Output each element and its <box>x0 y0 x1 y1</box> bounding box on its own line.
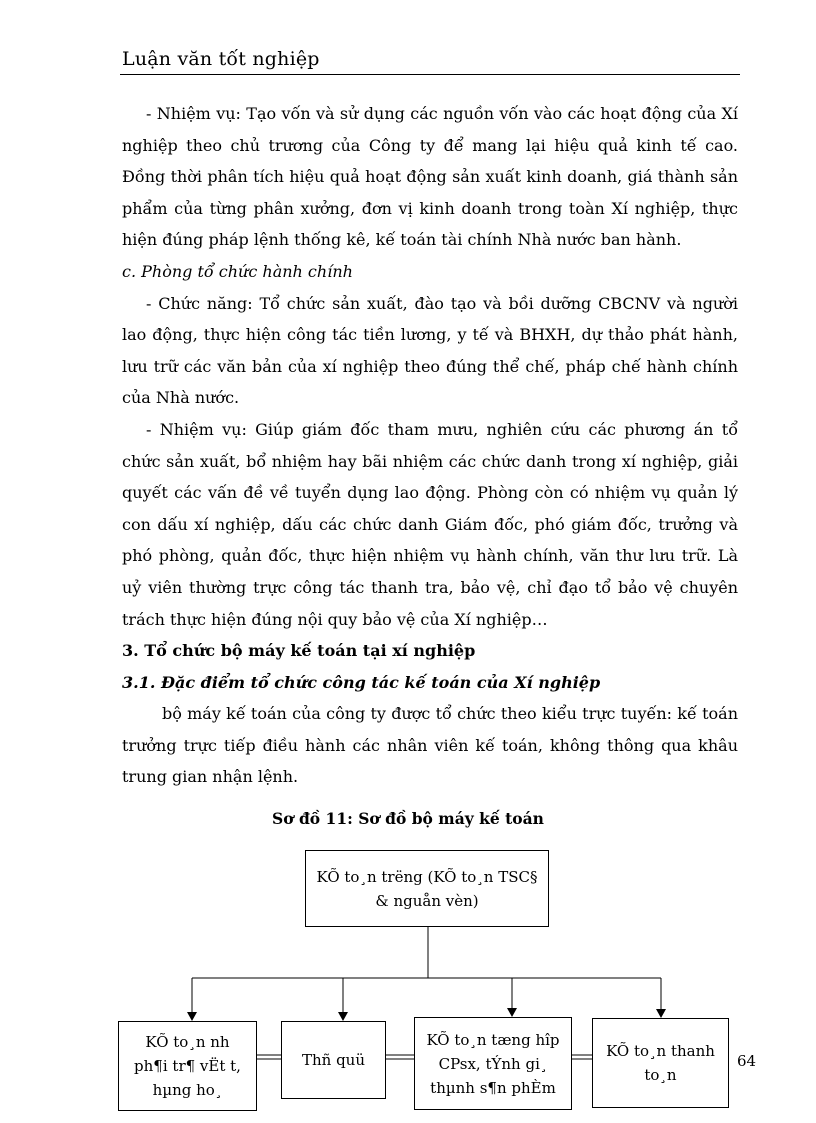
treasurer-box <box>281 1021 386 1099</box>
chief-accountant-box <box>305 850 549 927</box>
paragraph-finance-duties: - Nhiệm vụ: Tạo vốn và sử dụng các nguồn vốn vào các hoạt động của Xí nghiệp theo chủ trương của Công ty để mang lại hiệu quả kinh tế cao. Đồng thời phân tích hiệu quả hoạt động sản xuất kinh doanh, giá thành sản phẩm của từng phân xưởng, đơn vị kinh doanh trong toàn Xí nghiệp, thực hiện đúng pháp lệnh thống kê, kế toán tài chính Nhà nước ban hành. <box>122 104 738 250</box>
cost-accountant-box <box>414 1017 572 1110</box>
page-header: Luận văn tốt nghiệp <box>122 48 320 70</box>
page-number: 64 <box>737 1052 757 1070</box>
treasurer-label: Thñ quü <box>301 1051 366 1069</box>
subsection-heading-accounting: 3.1. Đặc điểm tổ chức công tác kế toán của Xí nghiệp <box>122 672 601 692</box>
chief-accountant-label: KÕ to¸n trëng (KÕ to¸n TSC§ & nguån vèn) <box>316 867 538 910</box>
header-divider <box>120 74 740 75</box>
diagram-caption: Sơ đồ 11: Sơ đồ bộ máy kế toán <box>272 809 544 828</box>
document-body <box>122 98 738 793</box>
cost-accountant-label: KÕ to¸n tæng hîp CPsx, tÝnh gi¸ thµnh s¶n phÈm <box>426 1030 560 1097</box>
paragraph-admin-function: - Chức năng: Tổ chức sản xuất, đào tạo và bồi dưỡng CBCNV và người lao động, thực hiện công tác tiền lương, y tế và BHXH, dự thảo phát hành, lưu trữ các văn bản của xí nghiệp theo đúng thể chế, pháp chế hành chính của Nhà nước. <box>122 293 738 408</box>
paragraph-admin-duties: - Nhiệm vụ: Giúp giám đốc tham mưu, nghiên cứu các phương án tổ chức sản xuất, bổ nhiệm hay bãi nhiệm các chức danh trong xí nghiệp, giải quyết các vấn đề về tuyển dụng lao động. Phòng còn có nhiệm vụ quản lý con dấu xí nghiệp, dấu các chức danh Giám đốc, phó giám đốc, trưởng và phó phòng, quản đốc, thực hiện nhiệm vụ hành chính, văn thư lưu trữ. Là uỷ viên thường trực công tác thanh tra, bảo vệ, chỉ đạo tổ bảo vệ chuyên trách thực hiện đúng nội quy bảo vệ của Xí nghiệp… <box>122 419 738 629</box>
section-heading-admin: c. Phòng tổ chức hành chính <box>122 261 353 281</box>
section-heading-accounting: 3. Tổ chức bộ máy kế toán tại xí nghiệp <box>122 641 476 661</box>
paragraph-accounting-structure: bộ máy kế toán của công ty được tổ chức theo kiểu trực tuyến: kế toán trưởng trực tiếp điều hành các nhân viên kế toán, không thông qua khâu trung gian nhận lệnh. <box>122 704 738 787</box>
payment-accountant-box <box>592 1018 729 1108</box>
payables-accountant-box <box>118 1021 257 1111</box>
payables-accountant-label: KÕ to¸n nh ph¶i tr¶ vËt t, hµng ho¸ <box>134 1033 241 1099</box>
payment-accountant-label: KÕ to¸n thanh to¸n <box>606 1042 715 1084</box>
